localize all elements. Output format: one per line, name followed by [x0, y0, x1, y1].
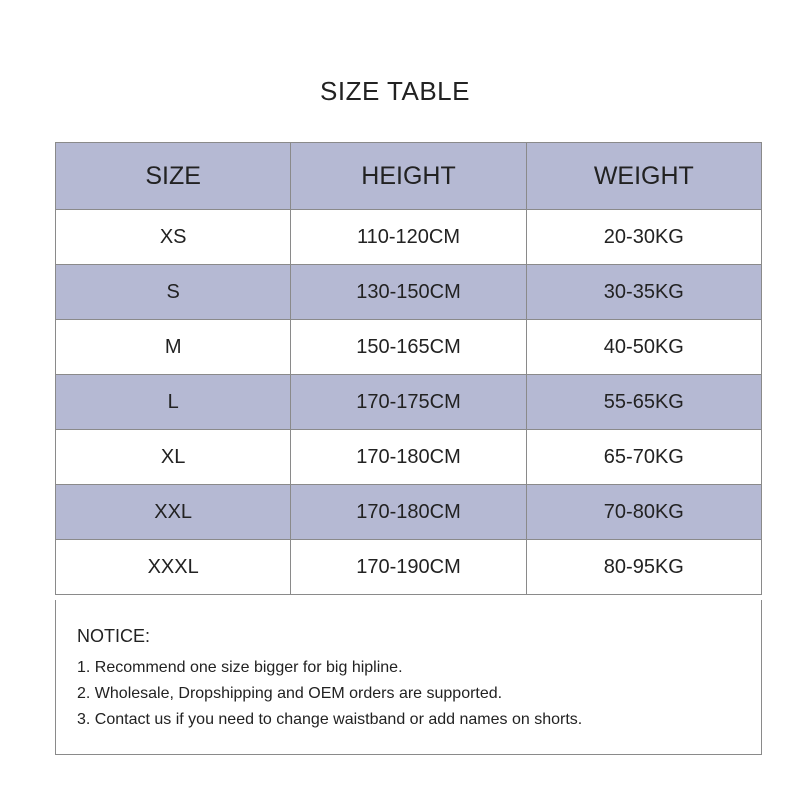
notice-item: 3. Contact us if you need to change waistband or add names on shorts.: [77, 711, 583, 728]
cell-weight: 70-80KG: [526, 485, 761, 540]
cell-height: 150-165CM: [291, 320, 526, 375]
notice-item: 2. Wholesale, Dropshipping and OEM orders are supported.: [77, 685, 503, 702]
cell-height: 170-190CM: [291, 540, 526, 595]
table-row: [56, 320, 762, 375]
cell-weight: 20-30KG: [526, 210, 761, 265]
cell-weight: 55-65KG: [526, 375, 761, 430]
cell-height: 170-180CM: [291, 485, 526, 540]
cell-size: S: [56, 265, 291, 320]
cell-size: XS: [56, 210, 291, 265]
cell-size: XXXL: [56, 540, 291, 595]
table-row: [56, 540, 762, 595]
cell-weight: 30-35KG: [526, 265, 761, 320]
page-title: SIZE TABLE: [320, 76, 470, 106]
size-table: [55, 142, 762, 595]
cell-height: 170-180CM: [291, 430, 526, 485]
cell-weight: 65-70KG: [526, 430, 761, 485]
cell-height: 110-120CM: [291, 210, 526, 265]
cell-height: 130-150CM: [291, 265, 526, 320]
notice-heading: NOTICE:: [77, 626, 151, 646]
table-header-row: [56, 143, 762, 210]
cell-weight: 40-50KG: [526, 320, 761, 375]
notice-item: 1. Recommend one size bigger for big hipline.: [77, 659, 403, 676]
cell-size: M: [56, 320, 291, 375]
table-row: [56, 210, 762, 265]
cell-size: XXL: [56, 485, 291, 540]
column-header-height: HEIGHT: [291, 143, 526, 210]
cell-size: XL: [56, 430, 291, 485]
column-header-weight: WEIGHT: [526, 143, 761, 210]
table-row: [56, 430, 762, 485]
cell-height: 170-175CM: [291, 375, 526, 430]
cell-weight: 80-95KG: [526, 540, 761, 595]
cell-size: L: [56, 375, 291, 430]
table-row: [56, 375, 762, 430]
table-row: [56, 265, 762, 320]
column-header-size: SIZE: [56, 143, 291, 210]
table-row: [56, 485, 762, 540]
notice-box: [55, 600, 762, 755]
